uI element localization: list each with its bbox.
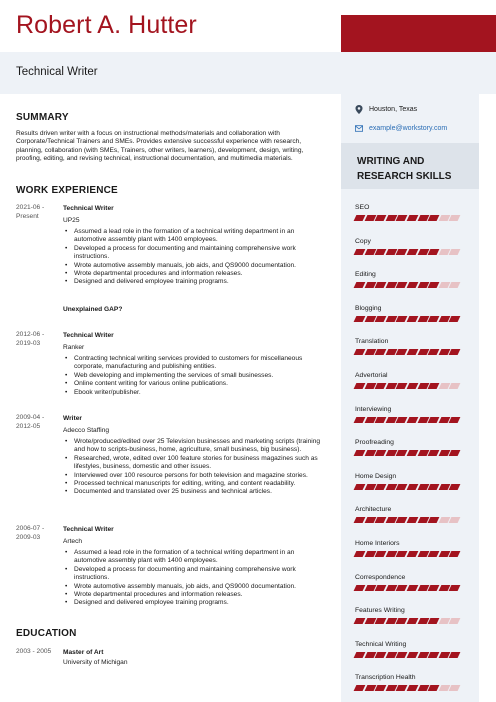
skill-name: Home Interiors — [355, 540, 400, 547]
rating-segment — [449, 316, 460, 322]
skill-item — [355, 204, 475, 221]
skill-item — [355, 238, 475, 255]
rating-segment — [396, 249, 407, 255]
rating-segment — [449, 517, 460, 523]
job-bullet: • Designed and delivered employee training programs. — [63, 599, 326, 607]
rating-segment — [375, 484, 386, 490]
rating-segment — [449, 215, 460, 221]
skill-item — [355, 574, 475, 591]
skill-item — [355, 674, 475, 691]
rating-segment — [354, 517, 365, 523]
job-bullet: • Wrote departmental procedures and information releases. — [63, 270, 326, 278]
experience-heading: WORK EXPERIENCE — [16, 185, 118, 196]
rating-segment — [449, 349, 460, 355]
rating-segment — [407, 215, 418, 221]
job-dates: 2012-06 - 2019-03 — [16, 331, 45, 347]
rating-segment — [428, 417, 439, 423]
skill-item — [355, 607, 475, 624]
rating-segment — [449, 282, 460, 288]
skill-name: Advertorial — [355, 372, 388, 379]
rating-segment — [449, 450, 460, 456]
job-bullet: • Assumed a lead role in the formation of a technical writing department in an automotive assembly plant with 1400 employees. — [63, 228, 326, 245]
rating-segment — [407, 618, 418, 624]
rating-segment — [354, 585, 365, 591]
job-bullet: • Documented and translated over 25 business and technical articles. — [63, 488, 326, 496]
job-company: UP25 — [63, 217, 80, 224]
skill-name: Technical Writing — [355, 640, 407, 648]
skill-rating — [355, 618, 475, 624]
skill-rating — [355, 249, 475, 255]
skill-name: SEO — [355, 204, 370, 211]
skill-item — [355, 641, 475, 658]
school-name: University of Michigan — [63, 659, 128, 666]
skill-rating — [355, 316, 475, 322]
job-dates: 2006-07 - 2009-03 — [16, 525, 45, 541]
rating-segment — [375, 618, 386, 624]
job-bullet: • Wrote automotive assembly manuals, job aids, and QS9000 documentation. — [63, 262, 326, 270]
job-bullet: • Developed a process for documenting and maintaining comprehensive work instructions. — [63, 245, 326, 262]
rating-segment — [428, 215, 439, 221]
skill-rating — [355, 517, 475, 523]
education-heading: EDUCATION — [16, 628, 77, 639]
skill-item — [355, 439, 475, 456]
rating-segment — [396, 585, 407, 591]
rating-segment — [354, 383, 365, 389]
rating-segment — [354, 551, 365, 557]
rating-segment — [354, 618, 365, 624]
skill-name: Proofreading — [355, 439, 394, 447]
job-bullets — [63, 355, 326, 397]
job-company: Adecco Staffing — [63, 427, 110, 434]
rating-segment — [449, 249, 460, 255]
skill-name: Features Writing — [355, 607, 405, 615]
skill-rating — [355, 585, 475, 591]
rating-segment — [354, 282, 365, 288]
map-pin-icon — [355, 105, 363, 114]
rating-segment — [354, 484, 365, 490]
job-bullet: • Ebook writer/publisher. — [63, 389, 326, 397]
skill-rating — [355, 417, 475, 423]
rating-segment — [354, 685, 365, 691]
job-title: Technical Writer — [63, 332, 114, 339]
job-bullet: • Processed technical manuscripts for editing, writing, and content readability. — [63, 480, 326, 488]
candidate-name: Robert A. Hutter — [16, 11, 197, 39]
job-bullet: • Interviewed over 100 resource persons for both television and magazine stories. — [63, 472, 326, 480]
rating-segment — [428, 316, 439, 322]
location-text: Houston, Texas — [369, 106, 418, 113]
job-dates: 2021-06 - Present — [16, 204, 45, 220]
rating-segment — [407, 316, 418, 322]
job-bullet: • Developed a process for documenting and maintaining comprehensive work instructions. — [63, 566, 326, 583]
email-link[interactable]: example@workstory.com — [369, 125, 448, 132]
envelope-icon — [355, 124, 363, 133]
rating-segment — [375, 551, 386, 557]
contact-location — [355, 105, 417, 114]
job-bullet: • Assumed a lead role in the formation of a technical writing department in an automotive assembly plant with 1400 employees. — [63, 549, 326, 566]
rating-segment — [449, 484, 460, 490]
degree-name: Master of Art — [63, 649, 104, 656]
skill-rating — [355, 551, 475, 557]
rating-segment — [407, 652, 418, 658]
education-dates: 2003 - 2005 — [16, 648, 52, 655]
rating-segment — [428, 282, 439, 288]
rating-segment — [407, 349, 418, 355]
rating-segment — [449, 652, 460, 658]
job-bullet: • Contracting technical writing services provided to customers for miscellaneous corporate, manufacturing and publishing entities. — [63, 355, 326, 372]
summary-heading: SUMMARY — [16, 112, 69, 123]
job-bullet: • Researched, wrote, edited over 100 feature stories for business magazines such as lifestyles, business, domestic and other issues. — [63, 455, 326, 472]
job-bullet: • Web developing and implementing the services of small businesses. — [63, 372, 326, 380]
skill-item — [355, 338, 475, 355]
rating-segment — [407, 450, 418, 456]
job-title: Writer — [63, 415, 82, 422]
skill-name: Copy — [355, 237, 371, 245]
rating-segment — [428, 551, 439, 557]
job-bullet: • Wrote/produced/edited over 25 Television businesses and marketing scripts (training and how to scripts-business, home, agriculture, small business, big business). — [63, 438, 326, 455]
rating-segment — [375, 249, 386, 255]
rating-segment — [375, 450, 386, 456]
rating-segment — [354, 417, 365, 423]
job-bullets — [63, 438, 326, 497]
rating-segment — [449, 618, 460, 624]
accent-bar — [341, 15, 496, 52]
rating-segment — [407, 517, 418, 523]
rating-segment — [375, 383, 386, 389]
rating-segment — [375, 652, 386, 658]
skill-rating — [355, 685, 475, 691]
job-bullet: • Designed and delivered employee training programs. — [63, 278, 326, 286]
rating-segment — [407, 383, 418, 389]
skill-rating — [355, 282, 475, 288]
rating-segment — [375, 417, 386, 423]
rating-segment — [449, 551, 460, 557]
skill-item — [355, 271, 475, 288]
skill-rating — [355, 652, 475, 658]
job-dates: 2009-04 - 2012-05 — [16, 414, 45, 430]
skill-name: Architecture — [355, 506, 392, 514]
rating-segment — [354, 349, 365, 355]
skill-name: Translation — [355, 338, 389, 346]
rating-segment — [428, 450, 439, 456]
rating-segment — [449, 585, 460, 591]
skill-item — [355, 473, 475, 490]
job-title: Technical Writer — [63, 526, 114, 533]
job-bullet: • Wrote departmental procedures and information releases. — [63, 591, 326, 599]
skill-name: Home Design — [355, 472, 397, 480]
rating-segment — [354, 215, 365, 221]
rating-segment — [375, 282, 386, 288]
rating-segment — [428, 249, 439, 255]
rating-segment — [407, 282, 418, 288]
rating-segment — [449, 417, 460, 423]
job-bullet: • Wrote automotive assembly manuals, job aids, and QS9000 documentation. — [63, 583, 326, 591]
rating-segment — [396, 417, 407, 423]
skill-item — [355, 305, 475, 322]
rating-segment — [449, 383, 460, 389]
rating-segment — [428, 484, 439, 490]
skill-name: Transcription Health — [355, 674, 416, 682]
job-bullets — [63, 228, 326, 287]
contact-email[interactable] — [355, 124, 447, 133]
rating-segment — [428, 585, 439, 591]
skill-item — [355, 506, 475, 523]
job-bullets — [63, 549, 326, 608]
rating-segment — [428, 618, 439, 624]
summary-text: Results driven writer with a focus on instructional methods/materials and collaboration with Corporate/Technical Trainers and SMEs. Provides extensive successful experience with research, planning, collaboration (with SMEs, Trainers, other writers, learners), development, design, writing, proofing, editing, and revising technical, instructional documentation, and multimedia materials. — [16, 130, 304, 162]
rating-segment — [407, 585, 418, 591]
job-title: Technical Writer — [16, 66, 98, 78]
skill-item — [355, 372, 475, 389]
rating-segment — [354, 316, 365, 322]
rating-segment — [354, 450, 365, 456]
skill-name: Correspondence — [355, 573, 406, 581]
skill-name: Interviewing — [355, 405, 392, 413]
rating-segment — [407, 685, 418, 691]
skill-name: Editing — [355, 271, 376, 279]
rating-segment — [407, 249, 418, 255]
job-company: Ranker — [63, 344, 85, 351]
rating-segment — [407, 417, 418, 423]
rating-segment — [449, 685, 460, 691]
rating-segment — [354, 249, 365, 255]
rating-segment — [428, 383, 439, 389]
rating-segment — [354, 652, 365, 658]
skill-rating — [355, 349, 475, 355]
rating-segment — [375, 585, 386, 591]
skill-item — [355, 540, 475, 557]
job-bullet: • Online content writing for various online publications. — [63, 380, 326, 388]
skill-rating — [355, 383, 475, 389]
rating-segment — [428, 652, 439, 658]
skill-rating — [355, 450, 475, 456]
rating-segment — [407, 484, 418, 490]
skill-rating — [355, 215, 475, 221]
skill-item — [355, 406, 475, 423]
rating-segment — [375, 316, 386, 322]
rating-segment — [375, 215, 386, 221]
gap-label: Unexplained GAP? — [63, 306, 123, 313]
skills-heading: WRITING AND RESEARCH SKILLS — [357, 156, 452, 182]
job-title: Technical Writer — [63, 205, 114, 212]
skill-name: Blogging — [355, 304, 382, 312]
rating-segment — [407, 551, 418, 557]
skill-rating — [355, 484, 475, 490]
job-company: Artech — [63, 538, 83, 545]
